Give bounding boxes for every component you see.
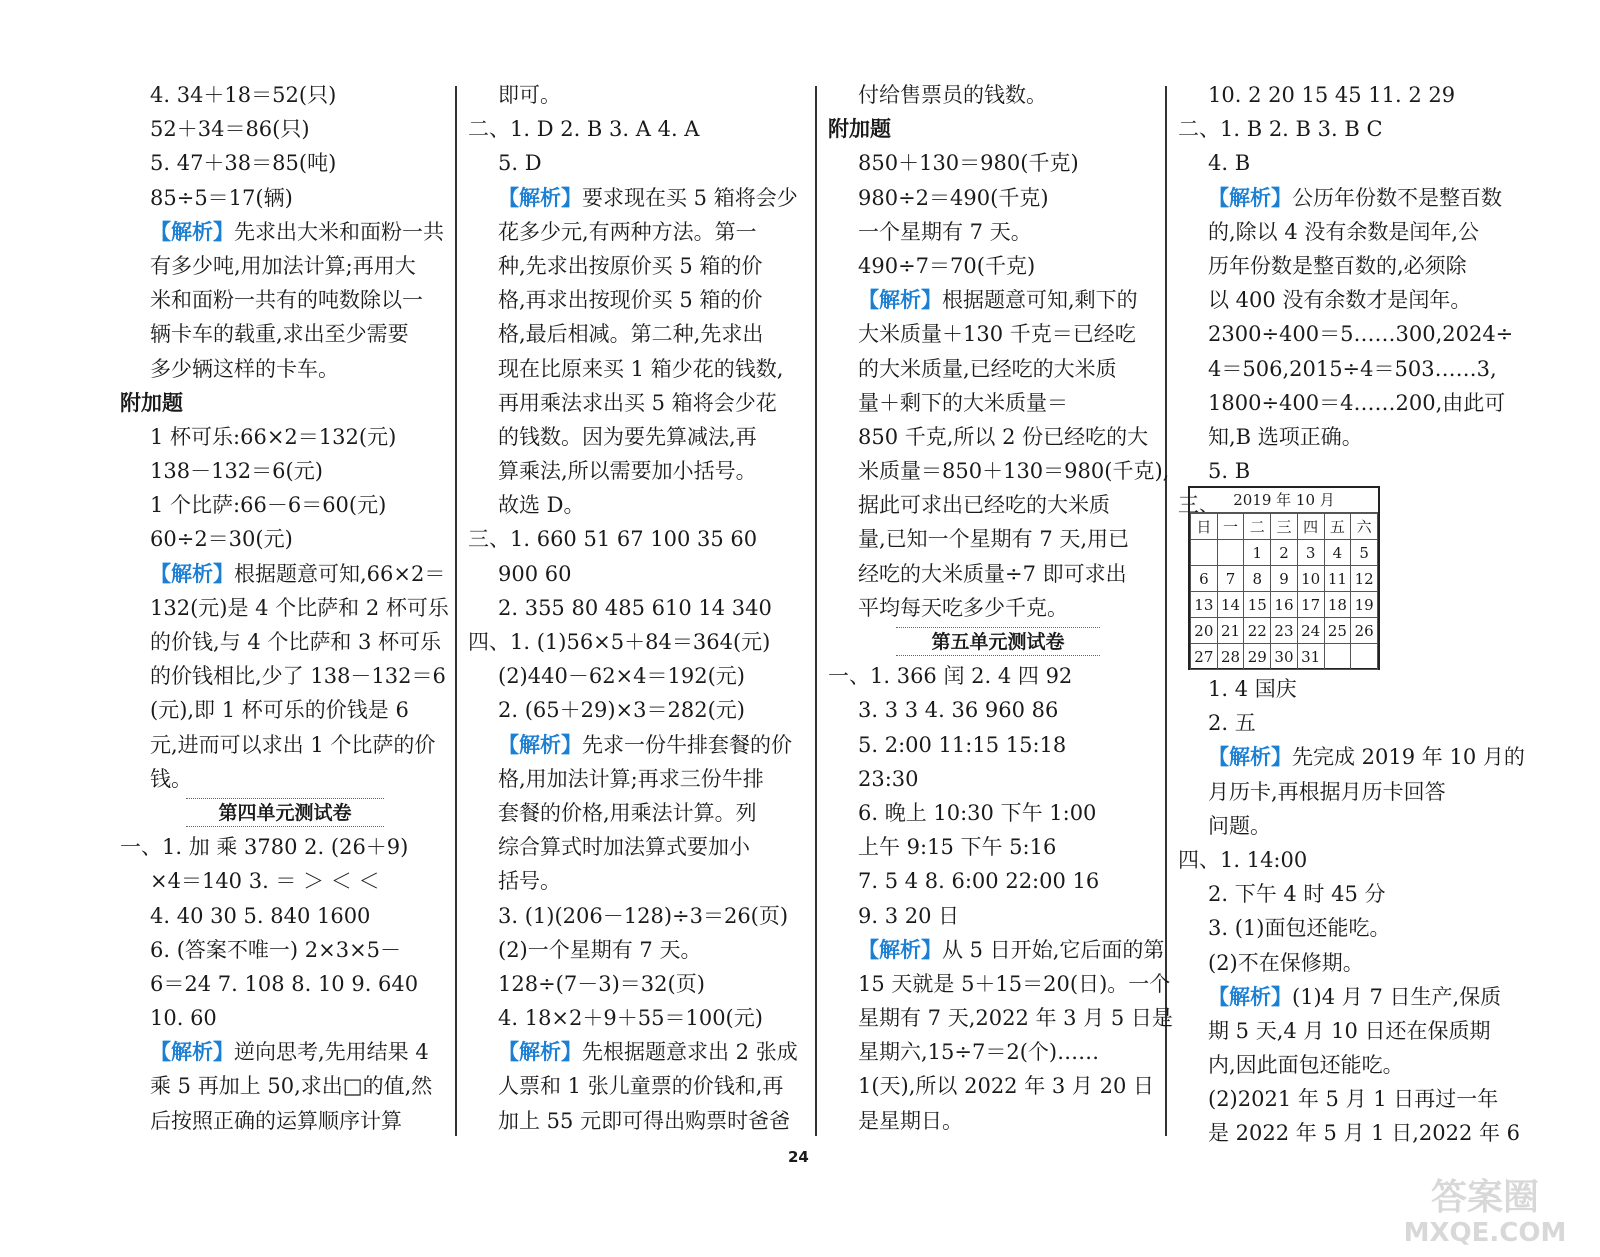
answer-line: 格,最后相减。第二种,先求出 (498, 322, 764, 347)
answer-line: 括号。 (498, 869, 561, 894)
calendar-day (1191, 540, 1218, 566)
answer-line: (2)一个星期有 7 天。 (498, 937, 702, 962)
answer-line: 850 千克,所以 2 份已经吃的大 (858, 424, 1149, 449)
analysis-line: 【解析】公历年份数不是整百数 (1208, 184, 1502, 210)
answer-line: 490÷7＝70(千克) (858, 253, 1036, 278)
answer-line: 9. 3 20 日 (858, 903, 960, 928)
analysis-line: 【解析】先根据题意求出 2 张成 (498, 1039, 798, 1065)
answer-line: 5. D (498, 151, 542, 176)
answer-line: 60÷2＝30(元) (150, 527, 293, 552)
answer-line: 期 5 天,4 月 10 日还在保质期 (1208, 1018, 1491, 1043)
calendar-day: 22 (1244, 618, 1271, 644)
answer-column-2 (468, 78, 808, 1138)
calendar-day (1324, 644, 1351, 670)
calendar-day: 24 (1297, 618, 1324, 644)
answer-line: 一个星期有 7 天。 (858, 219, 1032, 244)
answer-line: 付给售票员的钱数。 (858, 83, 1047, 107)
analysis-tag: 【解析】 (150, 1039, 234, 1065)
calendar-day: 17 (1297, 592, 1324, 618)
answer-line: 4. 40 30 5. 840 1600 (150, 903, 371, 928)
analysis-line: 【解析】(1)4 月 7 日生产,保质 (1208, 983, 1502, 1009)
answer-line: 2. 355 80 485 610 14 340 (498, 595, 772, 620)
answer-line: 的钱数。因为要先算减法,再 (498, 424, 757, 449)
analysis-line: 【解析】从 5 日开始,它后面的第 (858, 936, 1165, 962)
answer-line: 850＋130＝980(千克) (858, 151, 1079, 176)
answer-line: 一、1. 加 乘 3780 2. (26＋9) (120, 835, 409, 860)
analysis-line: 【解析】先完成 2019 年 10 月的 (1208, 744, 1525, 770)
answer-line: 1 个比萨:66－6＝60(元) (150, 493, 387, 518)
answer-line: 是星期日。 (858, 1108, 963, 1133)
calendar-day: 14 (1217, 592, 1244, 618)
answer-line: 元,进而可以求出 1 个比萨的价 (150, 732, 436, 757)
answer-line: 1800÷400＝4……200,由此可 (1208, 390, 1506, 415)
calendar-day: 9 (1271, 566, 1298, 592)
calendar-day (1217, 540, 1244, 566)
answer-line: 米质量＝850＋130＝980(千克), (858, 459, 1170, 484)
answer-line: 种,先求出按原价买 5 箱的价 (498, 253, 763, 278)
calendar-day: 29 (1244, 644, 1271, 670)
answer-line: 的价钱相比,少了 138－132＝6 (150, 664, 446, 689)
analysis-line: 【解析】先求一份牛排套餐的价 (498, 731, 792, 757)
answer-line: 1(天),所以 2022 年 3 月 20 日 (858, 1074, 1154, 1099)
calendar-day: 8 (1244, 566, 1271, 592)
calendar-day: 20 (1191, 618, 1218, 644)
column-divider (815, 86, 817, 1136)
analysis-tag: 【解析】 (1208, 744, 1292, 770)
calendar-day: 7 (1217, 566, 1244, 592)
answer-line: 1. 4 国庆 (1208, 677, 1297, 701)
answer-line: 三、 (1178, 493, 1220, 518)
calendar-card (1188, 486, 1380, 670)
answer-line: 4＝506,2015÷4＝503……3, (1208, 356, 1497, 381)
answer-line: 是 2022 年 5 月 1 日,2022 年 6 (1208, 1121, 1521, 1146)
answer-line: 15 天就是 5＋15＝20(日)。一个 (858, 971, 1171, 996)
calendar-weekday: 六 (1351, 514, 1378, 540)
answer-line: 4. 18×2＋9＋55＝100(元) (498, 1006, 763, 1031)
answer-line: 四、1. (1)56×5＋84＝364(元) (468, 630, 771, 654)
answer-line: 4. B (1208, 151, 1251, 176)
answer-line: 10. 60 (150, 1006, 217, 1031)
answer-line: 980÷2＝490(千克) (858, 185, 1049, 210)
analysis-tag: 【解析】 (150, 560, 234, 586)
answer-line: 大米质量＋130 千克＝已经吃 (858, 322, 1136, 347)
calendar-day: 27 (1191, 644, 1218, 670)
calendar-day: 30 (1271, 644, 1298, 670)
answer-line: 星期六,15÷7＝2(个)…… (858, 1040, 1100, 1065)
analysis-tag: 【解析】 (1208, 983, 1292, 1009)
answer-line: 乘 5 再加上 50,求出□的值,然 (150, 1074, 433, 1099)
analysis-line: 【解析】先求出大米和面粉一共 (150, 218, 444, 244)
calendar-day: 12 (1351, 566, 1378, 592)
calendar-day: 15 (1244, 592, 1271, 618)
answer-line: 综合算式时加法算式要加小 (498, 835, 750, 860)
answer-line: 5. B (1208, 459, 1251, 484)
answer-line: 套餐的价格,用乘法计算。列 (498, 800, 757, 825)
calendar-day: 23 (1271, 618, 1298, 644)
answer-line: 10. 2 20 15 45 11. 2 29 (1208, 83, 1456, 107)
answer-line: 以 400 没有余数才是闰年。 (1208, 288, 1472, 313)
calendar-day: 25 (1324, 618, 1351, 644)
analysis-tag: 【解析】 (498, 731, 582, 757)
calendar-weekday: 三 (1271, 514, 1298, 540)
answer-line: 平均每天吃多少千克。 (858, 595, 1068, 620)
answer-line: 5. 47＋38＝85(吨) (150, 151, 337, 176)
answer-line: 月历卡,再根据月历卡回答 (1208, 779, 1446, 804)
answer-line: 多少辆这样的卡车。 (150, 356, 339, 381)
page-number: 24 (788, 1148, 809, 1166)
calendar-day: 18 (1324, 592, 1351, 618)
answer-line: 钱。 (150, 766, 192, 791)
answer-line: 2. (65＋29)×3＝282(元) (498, 698, 745, 723)
answer-line: 问题。 (1208, 813, 1271, 838)
answer-line: 138－132＝6(元) (150, 459, 323, 484)
analysis-line: 【解析】根据题意可知,66×2＝ (150, 560, 446, 586)
answer-line: 85÷5＝17(辆) (150, 185, 293, 210)
calendar-day: 6 (1191, 566, 1218, 592)
analysis-tag: 【解析】 (150, 218, 234, 244)
calendar-day: 1 (1244, 540, 1271, 566)
answer-column-4-bottom (1178, 672, 1523, 1151)
answer-line: 900 60 (498, 561, 572, 586)
answer-line: 花多少元,有两种方法。第一 (498, 219, 757, 244)
answer-line: 即可。 (498, 83, 561, 107)
svg-text:答案圈: 答案圈 (1430, 1177, 1540, 1218)
analysis-line: 【解析】逆向思考,先用结果 4 (150, 1039, 429, 1065)
answer-line: 内,因此面包还能吃。 (1208, 1053, 1404, 1078)
answer-line: 人票和 1 张儿童票的价钱和,再 (498, 1074, 784, 1099)
answer-line: 1 杯可乐:66×2＝132(元) (150, 424, 397, 449)
answer-line: 量＋剩下的大米质量＝ (858, 390, 1068, 415)
calendar-day: 16 (1271, 592, 1298, 618)
unit-test-title: 第四单元测试卷 (120, 796, 450, 830)
answer-line: 6. 晚上 10:30 下午 1:00 (858, 800, 1097, 825)
calendar-day: 11 (1324, 566, 1351, 592)
answer-line: 算乘法,所以需要加小括号。 (498, 459, 757, 484)
answer-line: (元),即 1 杯可乐的价钱是 6 (150, 698, 409, 723)
answer-line: 的,除以 4 没有余数是闰年,公 (1208, 219, 1480, 244)
answer-line: 一、1. 366 闰 2. 4 四 92 (828, 664, 1073, 689)
answer-line: 三、1. 660 51 67 100 35 60 (468, 527, 758, 552)
answer-line: 知,B 选项正确。 (1208, 424, 1363, 449)
calendar-weekday: 日 (1191, 514, 1218, 540)
answer-line: 2. 下午 4 时 45 分 (1208, 882, 1386, 907)
answer-line: (2)不在保修期。 (1208, 950, 1364, 975)
answer-line: (2)440－62×4＝192(元) (498, 664, 745, 689)
answer-line: 据此可求出已经吃的大米质 (858, 493, 1110, 518)
answer-line: 上午 9:15 下午 5:16 (858, 835, 1057, 860)
svg-text:MXQE.COM: MXQE.COM (1403, 1218, 1567, 1247)
analysis-line: 【解析】根据题意可知,剩下的 (858, 287, 1138, 313)
answer-line: 格,再求出按现价买 5 箱的价 (498, 288, 763, 313)
calendar-weekday: 一 (1217, 514, 1244, 540)
calendar-day: 2 (1271, 540, 1298, 566)
calendar-weekday: 四 (1297, 514, 1324, 540)
answer-line: 二、1. D 2. B 3. A 4. A (468, 117, 700, 142)
answer-line: 6. (答案不唯一) 2×3×5－ (150, 937, 402, 962)
calendar-day: 21 (1217, 618, 1244, 644)
answer-line: 3. (1)(206－128)÷3＝26(页) (498, 903, 789, 928)
section-heading: 附加题 (828, 117, 891, 142)
calendar-day: 4 (1324, 540, 1351, 566)
calendar-title: 2019 年 10 月 (1190, 488, 1378, 513)
answer-line: 历年份数是整百数的,必须除 (1208, 253, 1467, 278)
analysis-line: 【解析】要求现在买 5 箱将会少 (498, 184, 798, 210)
answer-line: 23:30 (858, 766, 919, 791)
calendar-day: 31 (1297, 644, 1324, 670)
calendar-day: 3 (1297, 540, 1324, 566)
answer-column-1 (120, 78, 450, 1138)
analysis-tag: 【解析】 (858, 287, 942, 313)
calendar-day (1351, 644, 1378, 670)
answer-line: 7. 5 4 8. 6:00 22:00 16 (858, 869, 1100, 894)
answer-line: 故选 D。 (498, 493, 585, 518)
answer-line: 132(元)是 4 个比萨和 2 杯可乐 (150, 595, 449, 620)
answer-line: 的大米质量,已经吃的大米质 (858, 356, 1117, 381)
calendar-day: 13 (1191, 592, 1218, 618)
answer-line: (2)2021 年 5 月 1 日再过一年 (1208, 1087, 1499, 1112)
answer-line: 2. 五 (1208, 711, 1256, 736)
column-divider (455, 86, 457, 1136)
answer-column-3 (828, 78, 1173, 1138)
analysis-tag: 【解析】 (498, 1039, 582, 1065)
analysis-tag: 【解析】 (498, 184, 582, 210)
answer-line: 128÷(7－3)＝32(页) (498, 971, 705, 996)
calendar-weekday: 二 (1244, 514, 1271, 540)
answer-line: 6＝24 7. 108 8. 10 9. 640 (150, 971, 419, 996)
watermark-logo (1390, 1167, 1580, 1247)
calendar-day: 19 (1351, 592, 1378, 618)
answer-line: 3. (1)面包还能吃。 (1208, 916, 1391, 941)
section-heading: 附加题 (120, 390, 183, 415)
answer-line: 格,用加法计算;再求三份牛排 (498, 766, 764, 791)
answer-line: 辆卡车的载重,求出至少需要 (150, 322, 409, 347)
analysis-tag: 【解析】 (858, 936, 942, 962)
unit-test-title: 第五单元测试卷 (828, 625, 1168, 659)
answer-line: 4. 34＋18＝52(只) (150, 83, 337, 107)
answer-line: 3. 3 3 4. 36 960 86 (858, 698, 1059, 723)
answer-line: 2300÷400＝5……300,2024÷ (1208, 322, 1514, 347)
answer-column-4-top (1178, 78, 1523, 522)
calendar-day: 10 (1297, 566, 1324, 592)
calendar-day: 5 (1351, 540, 1378, 566)
calendar-day: 28 (1217, 644, 1244, 670)
answer-line: 有多少吨,用加法计算;再用大 (150, 253, 416, 278)
answer-line: 二、1. B 2. B 3. B C (1178, 117, 1383, 142)
answer-line: 四、1. 14:00 (1178, 847, 1308, 872)
answer-line: 经吃的大米质量÷7 即可求出 (858, 561, 1127, 586)
answer-line: 后按照正确的运算顺序计算 (150, 1108, 402, 1133)
answer-line: 5. 2:00 11:15 15:18 (858, 732, 1067, 757)
calendar-weekday: 五 (1324, 514, 1351, 540)
calendar-day: 26 (1351, 618, 1378, 644)
analysis-tag: 【解析】 (1208, 184, 1292, 210)
calendar-grid (1190, 513, 1378, 670)
answer-line: 再用乘法求出买 5 箱将会少花 (498, 390, 777, 415)
answer-line: 52＋34＝86(只) (150, 117, 310, 142)
answer-line: 加上 55 元即可得出购票时爸爸 (498, 1108, 791, 1133)
answer-line: 星期有 7 天,2022 年 3 月 5 日是 (858, 1006, 1173, 1031)
answer-line: ×4＝140 3. ＝ ＞ ＜ ＜ (150, 869, 380, 894)
answer-line: 现在比原来买 1 箱少花的钱数, (498, 356, 784, 381)
answer-line: 量,已知一个星期有 7 天,用已 (858, 527, 1130, 552)
answer-line: 米和面粉一共有的吨数除以一 (150, 288, 423, 313)
answer-line: 的价钱,与 4 个比萨和 3 杯可乐 (150, 630, 442, 654)
